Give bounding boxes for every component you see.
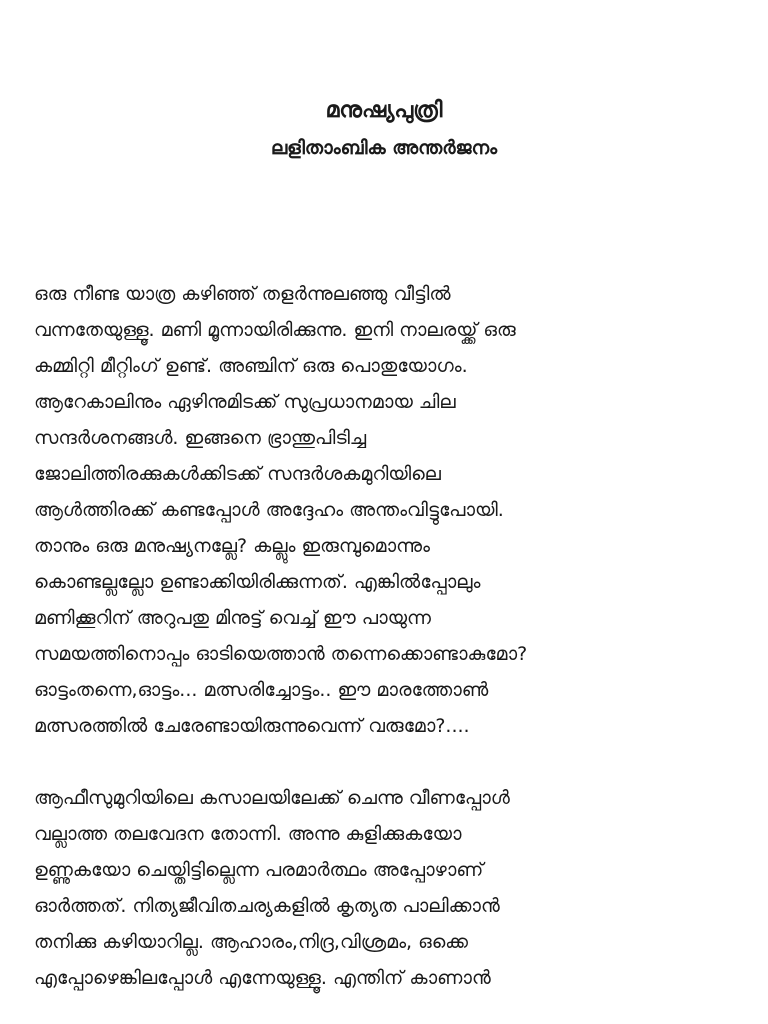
text-line: ആറേകാലിനും ഏഴിനുമിടക്ക് സുപ്രധാനമായ ചില [34,391,456,413]
text-line: ജോലിത്തിരക്കുകൾക്കിടക്ക് സന്ദർശകമുറിയിലെ [34,463,441,485]
text-line: കമ്മിറ്റി മീറ്റിംഗ് ഉണ്ട്. അഞ്ചിന് ഒരു പൊതുയോഗം. [34,355,468,377]
text-line: എപ്പോഴെങ്കിലപ്പോൾ എന്നേയുള്ളൂ. എന്തിന് കാണാൻ [34,967,491,989]
text-line: കൊണ്ടല്ലല്ലോ ഉണ്ടാക്കിയിരിക്കുന്നത്. എങ്കിൽപ്പോലും [34,571,481,593]
text-line: ഓർത്തത്. നിത്യജീവിതചര്യകളിൽ കൃത്യത പാലിക്കാൻ [34,895,500,917]
document-body [34,276,734,996]
text-line: തനിക്കു കഴിയാറില്ല. ആഹാരം,നിദ്ര,വിശ്രമം, ഒക്കെ [34,931,468,953]
text-line: വന്നതേയുള്ളൂ. മണി മൂന്നായിരിക്കുന്നു. ഇനി നാലരയ്ക്ക് ഒരു [34,319,516,341]
text-line: താനും ഒരു മനുഷ്യനല്ലേ? കല്ലും ഇരുമ്പുമൊന്നും [34,535,430,557]
text-line: മത്സരത്തിൽ ചേരേണ്ടായിരുന്നുവെന്ന് വരുമോ?.... [34,715,470,737]
document-author: ലളിതാംബിക അന്തർജനം [270,137,498,159]
paragraph-spacer [34,744,734,780]
text-line: ആൾത്തിരക്ക് കണ്ടപ്പോൾ അദ്ദേഹം അന്തംവിട്ടുപോയി. [34,499,504,521]
text-line: ആഫീസുമുറിയിലെ കസാലയിലേക്ക് ചെന്നു വീണപ്പോൾ [34,787,510,809]
text-line: മണിക്കൂറിന് അറുപതു മിനുട്ട് വെച്ച് ഈ പായുന്ന [34,607,432,629]
text-line: ഉണ്ണുകയോ ചെയ്തിട്ടില്ലെന്ന പരമാർത്ഥം അപ്പോഴാണ് [34,859,484,881]
document-title: മനുഷ്യപുത്രി [325,98,443,123]
text-line: സമയത്തിനൊപ്പം ഓടിയെത്താൻ തന്നെക്കൊണ്ടാകുമോ? [34,643,528,665]
text-line: സന്ദർശനങ്ങൾ. ഇങ്ങനെ ഭ്രാന്തുപിടിച്ച [34,427,367,449]
paragraph-2 [34,780,734,996]
paragraph-1 [34,276,734,744]
text-line: വല്ലാത്ത തലവേദന തോന്നി. അന്നു കുളിക്കുകയോ [34,823,462,845]
text-line: ഓട്ടംതന്നെ,ഓട്ടം... മത്സരിച്ചോട്ടം.. ഈ മാരത്തോൺ [34,679,489,701]
text-line: ഒരു നീണ്ട യാത്ര കഴിഞ്ഞ് തളർന്നുലഞ്ഞു വീട്ടിൽ [34,283,451,305]
